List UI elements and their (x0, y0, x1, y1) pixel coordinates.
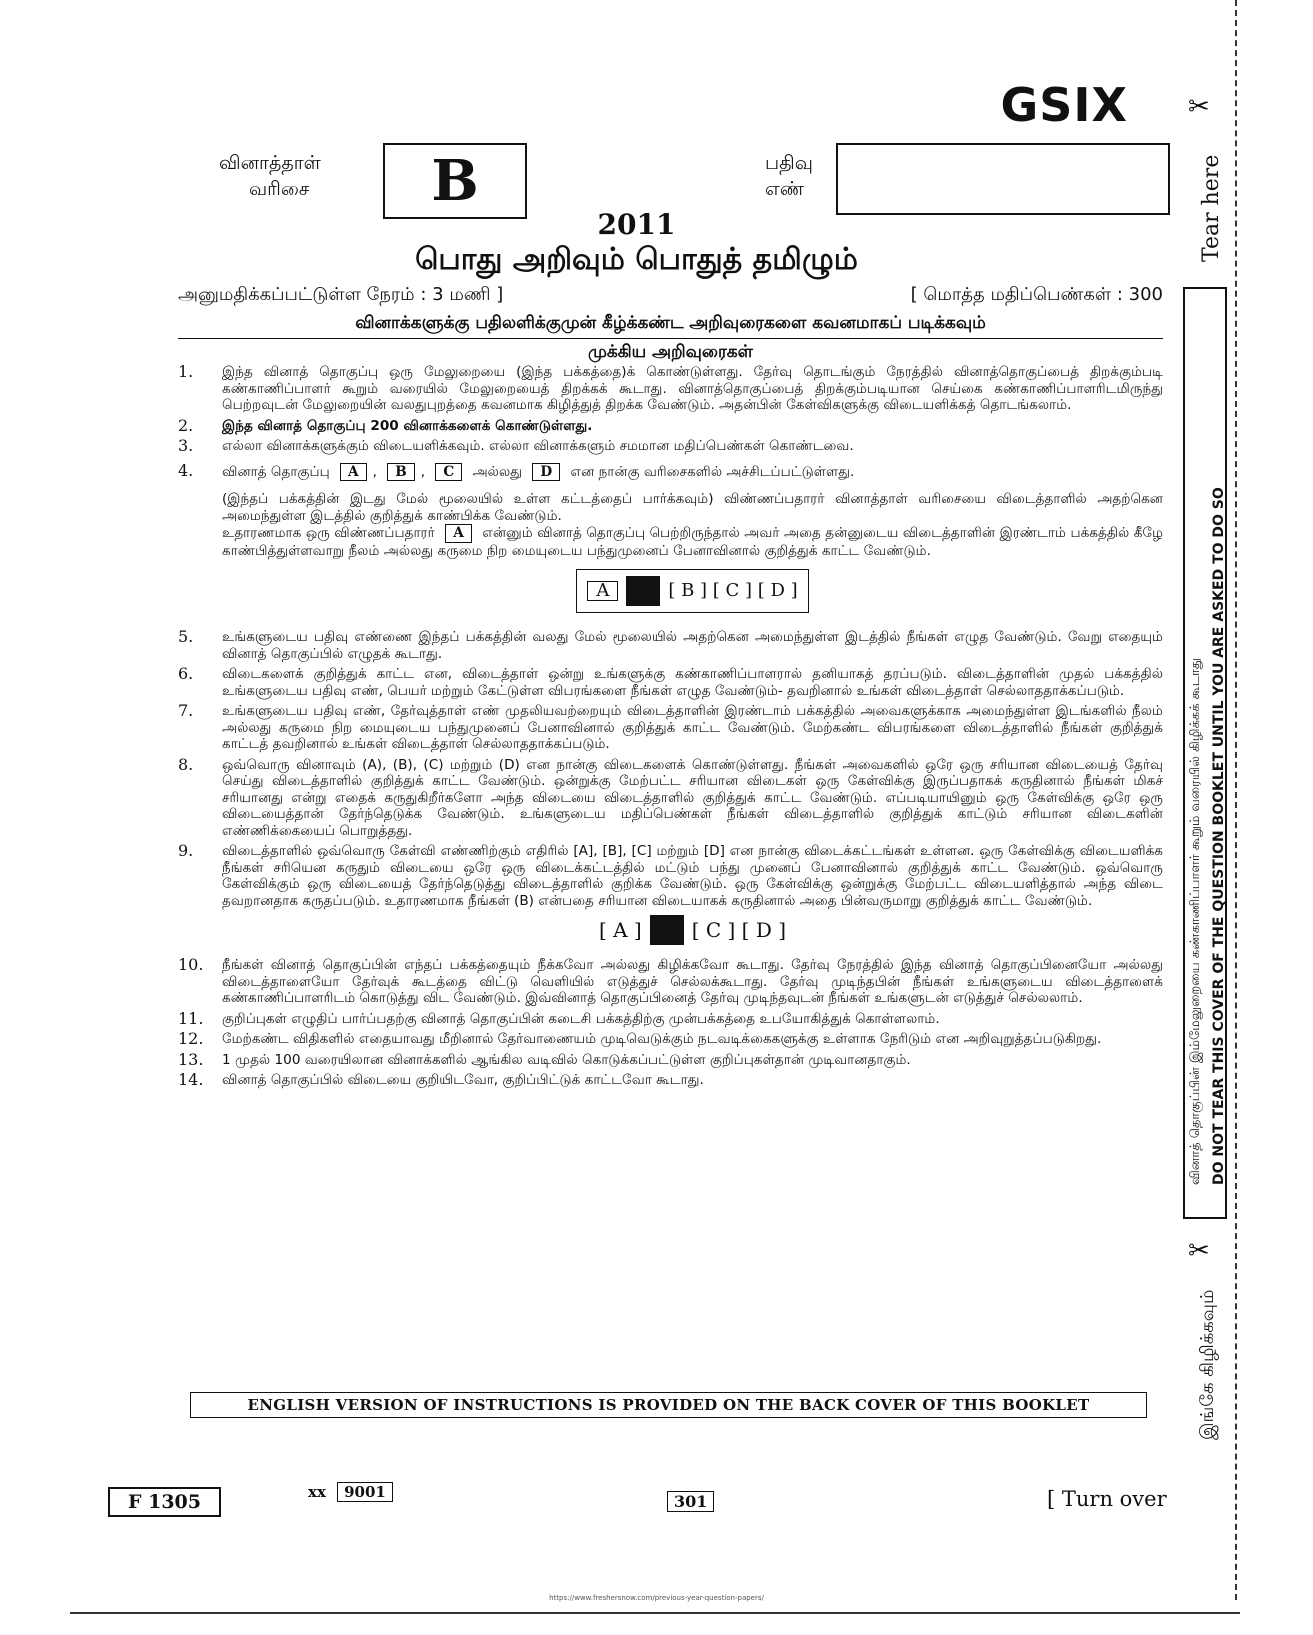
example-series-box: A (445, 524, 472, 543)
instruction-4-or: அல்லது (472, 463, 523, 480)
instruction-text: எல்லா வினாக்களுக்கும் விடையளிக்கவும். எல்லா வினாக்களும் சமமான மதிப்பெண்கள் கொண்டவை. (222, 438, 854, 454)
example-other-options: [ B ] [ C ] [ D ] (668, 579, 798, 601)
register-label-line2: எண் (765, 178, 805, 200)
instruction-number: 6. (178, 664, 194, 683)
instruction-text: இந்த வினாத் தொகுப்பு ஒரு மேலுறையை (இந்த பக்கத்தை)க் கொண்டுள்ளது. தேர்வு தொடங்கும் நேரத்தில் வினாத்தொகுப்பைத் திறக்கும்படி கண்காணிப்பாளர் கூறும் வரையில் மேலுறையைத் திறக்கக் கூடாது. வினாத்தொகுப்பைத் திறக்கும்படியான செய்கை கண்காணிப்பாளரிடமிருந்து பெற்றவுடன் மேலுறையின் வலதுபுறத்தை கவனமாக கிழித்துத் திறக்க வேண்டும். அதன்பின் கேள்விகளுக்கு விடையளிக்கத் தொடங்கலாம். (222, 364, 1163, 413)
english-version-notice: ENGLISH VERSION OF INSTRUCTIONS IS PROVIDED ON THE BACK COVER OF THIS BOOKLET (190, 1392, 1147, 1418)
side-tamil-warning: வினாத் தொகுப்பின் இம்மேலுறையை கண்காணிப்பாளர் கூறும் வரையில் கிழிக்கக் கூடாது (1188, 657, 1203, 1185)
series-box-b: B (387, 463, 415, 482)
example-option-a: A (587, 581, 618, 602)
instruction-4 (178, 460, 1164, 626)
instruction-number: 4. (178, 460, 194, 480)
series-label-line1: வினாத்தாள் (219, 152, 321, 174)
instruction-12 (178, 1031, 1163, 1048)
series-label-line2: வரிசை (249, 178, 310, 200)
series-marking-example (222, 569, 1163, 613)
instruction-number: 5. (178, 627, 194, 646)
register-label (765, 150, 813, 202)
tear-here-tamil-label: இங்கே கிழிக்கவும் (1197, 1289, 1218, 1440)
instruction-number: 1. (178, 362, 194, 381)
max-marks: [ மொத்த மதிப்பெண்கள் : 300 (910, 284, 1163, 305)
instruction-14 (178, 1072, 1163, 1089)
series-number (308, 1483, 393, 1501)
filled-bubble (626, 576, 660, 606)
instruction-4-pre: வினாத் தொகுப்பு (222, 463, 330, 480)
series-prefix: xx (308, 1483, 326, 1501)
scissors-icon: ✂ (1188, 92, 1210, 122)
instruction-text: ஒவ்வொரு வினாவும் (A), (B), (C) மற்றும் (D) என நான்கு விடைகளைக் கொண்டுள்ளது. நீங்கள் அவைகளில் ஒரே ஒரு சரியான விடையைத் தேர்வு செய்து விடைத்தாளில் குறித்துக் காட்ட வேண்டும். ஒன்றுக்கு மேற்பட்ட சரியான விடைகள் ஒரு கேள்விக்கு இருப்பதாகக் கருதினால் நீங்கள் மிகச் சரியானது என்று எதைக் கருதுகிறீர்களோ அந்த விடையை விடைத்தாளில் குறித்துக் காட்ட வேண்டும். எப்படியாயினும் ஒரு கேள்விக்கு ஒரே ஒரு விடையைத்தான் தேர்ந்தெடுக்க வேண்டும். உங்களுடைய மதிப்பெண்கள் நீங்கள் விடைத்தாளில் குறித்துக் காட்டும் சரியான விடைகளின் எண்ணிக்கையைப் பொறுத்தது. (222, 756, 1163, 839)
instruction-text: நீங்கள் வினாத் தொகுப்பின் எந்தப் பக்கத்தையும் நீக்கவோ அல்லது கிழிக்கவோ கூடாது. தேர்வு நேரத்தில் இந்த வினாத் தொகுப்பினையோ அல்லது விடைத்தாளையோ தேர்வுக் கூடத்தை விட்டு வெளியில் எடுத்துச் செல்லக்கூடாது. தேர்வு முடிந்தபின் நீங்கள் உங்களுடைய விடைத்தாளைக் கண்காணிப்பாளரிடம் கொடுத்து விட வேண்டும். இவ்வினாத் தொகுப்பினைத் தேர்வு முடிந்தவுடன் நீங்கள் உங்களுடன் எடுத்துச் செல்லலாம். (222, 957, 1163, 1006)
series-marking-box (576, 569, 808, 613)
instruction-2 (178, 415, 1163, 435)
instructions-heading: முக்கிய அறிவுரைகள் (587, 342, 754, 362)
instruction-number: 3. (178, 436, 194, 455)
booklet-code: F 1305 (108, 1487, 221, 1517)
time-allowed: அனுமதிக்கப்பட்டுள்ள நேரம் : 3 மணி ] (178, 284, 504, 305)
instruction-number: 14. (178, 1070, 204, 1089)
instruction-text: குறிப்புகள் எழுதிப் பார்ப்பதற்கு வினாத் தொகுப்பின் கடைசி பக்கத்திற்கு முன்பக்கத்தை உபயோகித்துக் கொள்ளலாம். (222, 1010, 940, 1027)
series-label (219, 150, 321, 202)
instruction-number: 10. (178, 955, 204, 974)
series-box-a: A (340, 463, 367, 482)
turn-over: [ Turn over (1047, 1487, 1167, 1511)
instruction-7 (178, 703, 1163, 753)
answer-marking-example (222, 915, 1163, 945)
instruction-number: 13. (178, 1049, 204, 1069)
series-box: B (383, 143, 527, 219)
side-english-warning: DO NOT TEAR THIS COVER OF THE QUESTION BOOKLET UNTIL YOU ARE ASKED TO DO SO (1211, 487, 1227, 1185)
instruction-9-text: விடைத்தாளில் ஒவ்வொரு கேள்வி எண்ணிற்கும் எதிரில் [A], [B], [C] மற்றும் [D] என நான்கு விடைக்கட்டங்கள் உள்ளன. ஒரு கேள்விக்கு விடையளிக்க நீங்கள் சரியென கருதும் விடையை ஒரே ஒரு விடைக்கட்டத்தில் மட்டும் பந்து முனைப் பேனாவினால் குறித்துக் காட்ட வேண்டும். ஒவ்வொரு கேள்விக்கும் ஒரு விடையைத் தேர்ந்தெடுத்து விடைத்தாளில் குறிக்க வேண்டும். ஒரு கேள்விக்கு ஒன்றுக்கு மேற்பட்ட விடையளித்தால் அந்த விடை தவறானதாக கருதப்படும். உதாரணமாக நீங்கள் (B) என்பதை சரியான விடையாகக் கருதினால் அதை பின்வருமாறு குறித்துக் காட்ட வேண்டும். (222, 843, 1163, 909)
instruction-4-para3-pre: உதாரணமாக ஒரு விண்ணப்பதாரர் (222, 525, 435, 541)
instruction-8 (178, 754, 1163, 840)
instruction-text: வினாத் தொகுப்பு A , B , C அல்லது D என நான்கு வரிசைகளில் அச்சிடப்பட்டுள்ளது. (இந்தப் பக்கத்தின் இடது மேல் மூலையில் உள்ள கட்டத்தைப் பார்க்கவும்) விண்ணப்பதாரர் வினாத்தாள் வரிசையை விடைத்தாளில் அதற்கென அமைந்துள்ள இடத்தில் குறித்துக் காண்பிக்க வேண்டும். உதாரணமாக ஒரு விண்ணப்பதாரர் A என்னும் வினாத் தொகுப்பு பெற்றிருந்தால் அவர் அதை தன்னுடைய விடைத்தாளின் இரண்டாம் பக்கத்தில் கீழே காண்பித்துள்ளவாறு நீலம் அல்லது கருமை நிற மையுடைய பந்துமுனைப் பேனாவினால் குறித்துக் காட்ட வேண்டும். A [ B ] [ C ] [ D ] (222, 463, 1163, 626)
series-box-c: C (435, 463, 462, 482)
instruction-text (222, 843, 1163, 953)
instruction-3 (178, 438, 1163, 455)
register-number-box[interactable] (836, 143, 1170, 215)
caution-line: வினாக்களுக்கு பதிலளிக்குமுன் கீழ்க்கண்ட அறிவுரைகளை கவனமாகப் படிக்கவும் (178, 313, 1163, 339)
page-number: 301 (667, 1491, 714, 1512)
instruction-text: வினாத் தொகுப்பில் விடையை குறியிடவோ, குறிப்பிட்டுக் காட்டவோ கூடாது. (222, 1072, 704, 1088)
instruction-1 (178, 364, 1163, 414)
instruction-text: உங்களுடைய பதிவு எண், தேர்வுத்தாள் எண் முதலியவற்றையும் விடைத்தாளின் இரண்டாம் பக்கத்தில் அவைகளுக்காக அமைந்துள்ள இடங்களில் நீலம் அல்லது கருமை நிற மையுடைய பந்துமுனைப் பேனாவினால் குறித்துக் காட்ட வேண்டும். மேற்கண்ட விபரங்களை விடைத்தாளில் நீங்கள் குறித்துக் காட்டத் தவறினால் உங்கள் விடைத்தாள் செல்லாததாக்கப்படும். (222, 703, 1163, 752)
filled-bubble (650, 915, 684, 945)
instruction-text: உங்களுடைய பதிவு எண்ணை இந்தப் பக்கத்தின் வலது மேல் மூலையில் அதற்கென அமைந்துள்ள இடத்தில் நீங்கள் எழுத வேண்டும். வேறு எதையும் வினாத் தொகுப்பில் எழுதக் கூடாது. (222, 629, 1163, 662)
instruction-6 (178, 666, 1163, 699)
tear-line (1235, 0, 1237, 1600)
series-number-box: 9001 (337, 1482, 393, 1502)
instruction-number: 12. (178, 1029, 204, 1048)
instruction-5 (178, 629, 1163, 662)
scissors-icon: ✂ (1188, 1236, 1210, 1266)
source-url: https://www.freshersnow.com/previous-year-question-papers/ (549, 1594, 764, 1602)
example-answer-a: [ A ] (598, 917, 642, 942)
example-answer-cd: [ C ] [ D ] (691, 917, 787, 942)
instruction-4-para3-post: என்னும் வினாத் தொகுப்பு பெற்றிருந்தால் அவர் அதை தன்னுடைய விடைத்தாளின் இரண்டாம் பக்கத்தில் கீழே காண்பித்துள்ளவாறு நீலம் அல்லது கருமை நிற மையுடைய பந்துமுனைப் பேனாவினால் குறித்துக் காட்ட வேண்டும். (222, 525, 1164, 559)
instruction-number: 2. (178, 415, 194, 435)
instruction-text: விடைகளைக் குறித்துக் காட்ட என, விடைத்தாள் ஒன்று உங்களுக்கு கண்காணிப்பாளரால் தனியாகத் தரப்படும். விடைத்தாளின் முதல் பக்கத்தில் உங்களுடைய பதிவு எண், பெயர் மற்றும் கேட்டுள்ள விபரங்களை நீங்கள் எழுத வேண்டும்- தவறினால் உங்கள் விடைத்தாள் செல்லாததாக்கப்படும். (222, 666, 1163, 699)
register-label-line1: பதிவு (765, 152, 813, 174)
instruction-text: மேற்கண்ட விதிகளில் எதையாவது மீறினால் தேர்வாணையம் முடிவெடுக்கும் நடவடிக்கைகளுக்கு உள்ளாக நேரிடும் என அறிவுறுத்தப்படுகிறது. (222, 1031, 1102, 1047)
instruction-11 (178, 1008, 1163, 1028)
instruction-4-post: என நான்கு வரிசைகளில் அச்சிடப்பட்டுள்ளது. (570, 463, 855, 480)
bottom-rule (70, 1612, 1240, 1614)
instruction-number: 11. (178, 1008, 204, 1028)
instruction-number: 9. (178, 841, 194, 860)
instruction-text: 1 முதல் 100 வரையிலான வினாக்களில் ஆங்கில வடிவில் கொடுக்கப்பட்டுள்ள குறிப்புகள்தான் முடிவானதாகும். (222, 1051, 911, 1068)
paper-code: GSIX (1000, 78, 1128, 132)
subject-title: பொது அறிவும் பொதுத் தமிழும் (415, 242, 858, 277)
tear-here-label: Tear here (1199, 154, 1224, 262)
instructions-list (178, 364, 1163, 1093)
instruction-10 (178, 957, 1163, 1007)
instruction-number: 8. (178, 754, 194, 774)
instruction-13 (178, 1049, 1163, 1069)
instruction-text: இந்த வினாத் தொகுப்பு 200 வினாக்களைக் கொண்டுள்ளது. (222, 417, 593, 434)
instruction-number: 7. (178, 701, 194, 720)
series-box-d: D (532, 463, 560, 482)
instruction-9 (178, 843, 1163, 953)
instruction-4-para2: (இந்தப் பக்கத்தின் இடது மேல் மூலையில் உள்ள கட்டத்தைப் பார்க்கவும்) விண்ணப்பதாரர் வினாத்தாள் வரிசையை விடைத்தாளில் அதற்கென அமைந்துள்ள இடத்தில் குறித்துக் காண்பிக்க வேண்டும். (222, 491, 1163, 524)
exam-year: 2011 (597, 208, 676, 241)
